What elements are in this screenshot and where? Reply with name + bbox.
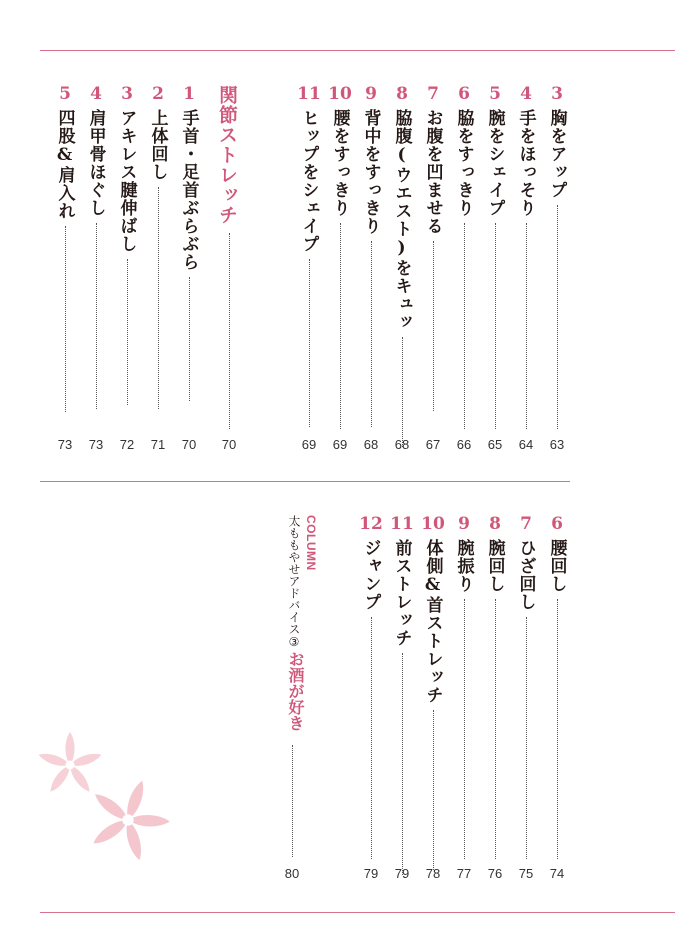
section-title: 関節ストレッチ xyxy=(216,85,238,225)
page-number: 77 xyxy=(456,866,472,881)
dot-leader xyxy=(557,599,558,859)
toc-entry[interactable] xyxy=(451,515,477,859)
flower-icon xyxy=(37,732,103,794)
toc-entry[interactable] xyxy=(176,85,202,401)
entry-number: 8 xyxy=(489,514,501,534)
toc-entry[interactable] xyxy=(52,85,78,412)
dot-leader xyxy=(526,617,527,859)
entry-title: ジャンプ xyxy=(360,539,381,611)
entry-title: 胸をアップ xyxy=(546,109,567,199)
entry-title: 手首・足首ぶらぶら xyxy=(178,109,199,271)
entry-number: 4 xyxy=(520,84,532,104)
entry-number: 5 xyxy=(489,84,501,104)
entry-title: ヒップをシェイプ xyxy=(298,109,319,253)
page-number: 73 xyxy=(57,437,73,452)
column-title[interactable]: お酒が好き xyxy=(286,651,305,731)
page-number: 69 xyxy=(301,437,317,452)
dot-leader xyxy=(526,223,527,429)
toc-entry[interactable] xyxy=(482,515,508,859)
toc-entry[interactable] xyxy=(513,85,539,429)
entry-number: 8 xyxy=(396,84,408,104)
entry-number: 6 xyxy=(551,514,563,534)
dot-leader xyxy=(495,223,496,429)
entry-title: お腹を凹ませる xyxy=(422,109,443,235)
entry-title: 腕回し xyxy=(484,539,505,593)
page-number: 79 xyxy=(394,866,410,881)
entry-number: 4 xyxy=(90,84,102,104)
entry-title: 前ストレッチ xyxy=(391,539,412,647)
page-number: 79 xyxy=(363,866,379,881)
entry-number: 10 xyxy=(328,84,352,104)
entry-title: 腕をシェイプ xyxy=(484,109,505,217)
dot-leader xyxy=(158,187,159,409)
page-number: 65 xyxy=(487,437,503,452)
toc-entry[interactable] xyxy=(544,85,570,429)
middle-divider xyxy=(40,481,570,482)
page-number: 71 xyxy=(150,437,166,452)
bottom-divider xyxy=(40,912,675,913)
entry-title: 腰をすっきり xyxy=(329,109,350,217)
page-number: 63 xyxy=(549,437,565,452)
page-number: 80 xyxy=(284,866,300,881)
toc-entry[interactable] xyxy=(420,515,446,870)
dot-leader xyxy=(464,599,465,859)
page-number: 70 xyxy=(181,437,197,452)
dot-leader xyxy=(464,223,465,429)
entry-title: 四股&肩入れ xyxy=(54,109,75,220)
dot-leader xyxy=(433,241,434,411)
top-divider xyxy=(40,50,675,51)
dot-leader xyxy=(189,277,190,401)
entry-title: 手をほっそり xyxy=(515,109,536,217)
entry-title: 体側&首ストレッチ xyxy=(422,539,443,704)
toc-entry[interactable] xyxy=(145,85,171,409)
page-number: 73 xyxy=(88,437,104,452)
entry-title: 上体回し xyxy=(147,109,168,181)
entry-number: 3 xyxy=(551,84,563,104)
dot-leader xyxy=(557,205,558,429)
entry-number: 7 xyxy=(520,514,532,534)
entry-title: 脇をすっきり xyxy=(453,109,474,217)
page-number: 69 xyxy=(332,437,348,452)
entry-title: 腕振り xyxy=(453,539,474,593)
column-label: COLUMN xyxy=(304,515,318,571)
toc-entry[interactable] xyxy=(114,85,140,405)
entry-number: 5 xyxy=(59,84,71,104)
toc-entry[interactable] xyxy=(482,85,508,429)
entry-number: 12 xyxy=(359,514,383,534)
entry-number: 6 xyxy=(458,84,470,104)
entry-number: 9 xyxy=(365,84,377,104)
page-number: 68 xyxy=(394,437,410,452)
toc-entry[interactable] xyxy=(358,515,384,859)
page-number: 78 xyxy=(425,866,441,881)
page-number: 66 xyxy=(456,437,472,452)
toc-entry[interactable] xyxy=(83,85,109,409)
entry-title: 腰回し xyxy=(546,539,567,593)
dot-leader xyxy=(402,337,403,447)
entry-title: 脇腹(ウエスト)をキュッ xyxy=(391,109,412,331)
entry-number: 7 xyxy=(427,84,439,104)
entry-number: 11 xyxy=(297,84,321,104)
dot-leader xyxy=(433,710,434,870)
entry-number: 3 xyxy=(121,84,133,104)
toc-entry[interactable] xyxy=(544,515,570,859)
page-number: 70 xyxy=(221,437,237,452)
page-number: 64 xyxy=(518,437,534,452)
toc-entry[interactable] xyxy=(389,85,415,447)
toc-entry[interactable] xyxy=(358,85,384,427)
page-number: 68 xyxy=(363,437,379,452)
toc-entry[interactable] xyxy=(327,85,353,429)
entry-number: 11 xyxy=(390,514,414,534)
entry-title: アキレス腱伸ばし xyxy=(116,109,137,253)
dot-leader xyxy=(65,226,66,412)
page-number: 74 xyxy=(549,866,565,881)
entry-title: ひざ回し xyxy=(515,539,536,611)
dot-leader xyxy=(96,223,97,409)
toc-entry[interactable] xyxy=(389,515,415,875)
toc-entry[interactable] xyxy=(296,85,322,427)
toc-entry[interactable] xyxy=(420,85,446,411)
column-subtitle: 太ももやせアドバイス③ xyxy=(287,515,301,649)
entry-title: 肩甲骨ほぐし xyxy=(85,109,106,217)
page-number: 75 xyxy=(518,866,534,881)
flower-decoration xyxy=(20,720,180,870)
dot-leader xyxy=(309,259,310,427)
toc-entry[interactable] xyxy=(451,85,477,429)
page-number: 72 xyxy=(119,437,135,452)
page-number: 76 xyxy=(487,866,503,881)
entry-number: 10 xyxy=(421,514,445,534)
entry-number: 2 xyxy=(152,84,164,104)
dot-leader xyxy=(340,223,341,429)
entry-number: 1 xyxy=(183,84,195,104)
flower-icon xyxy=(76,767,180,870)
dot-leader xyxy=(495,599,496,859)
dot-leader xyxy=(229,233,230,429)
dot-leader xyxy=(371,617,372,859)
dot-leader xyxy=(292,745,293,857)
section-heading[interactable] xyxy=(214,85,244,429)
dot-leader xyxy=(402,653,403,875)
dot-leader xyxy=(371,241,372,427)
toc-entry[interactable] xyxy=(513,515,539,859)
entry-number: 9 xyxy=(458,514,470,534)
entry-title: 背中をすっきり xyxy=(360,109,381,235)
dot-leader xyxy=(127,259,128,405)
page-number: 67 xyxy=(425,437,441,452)
